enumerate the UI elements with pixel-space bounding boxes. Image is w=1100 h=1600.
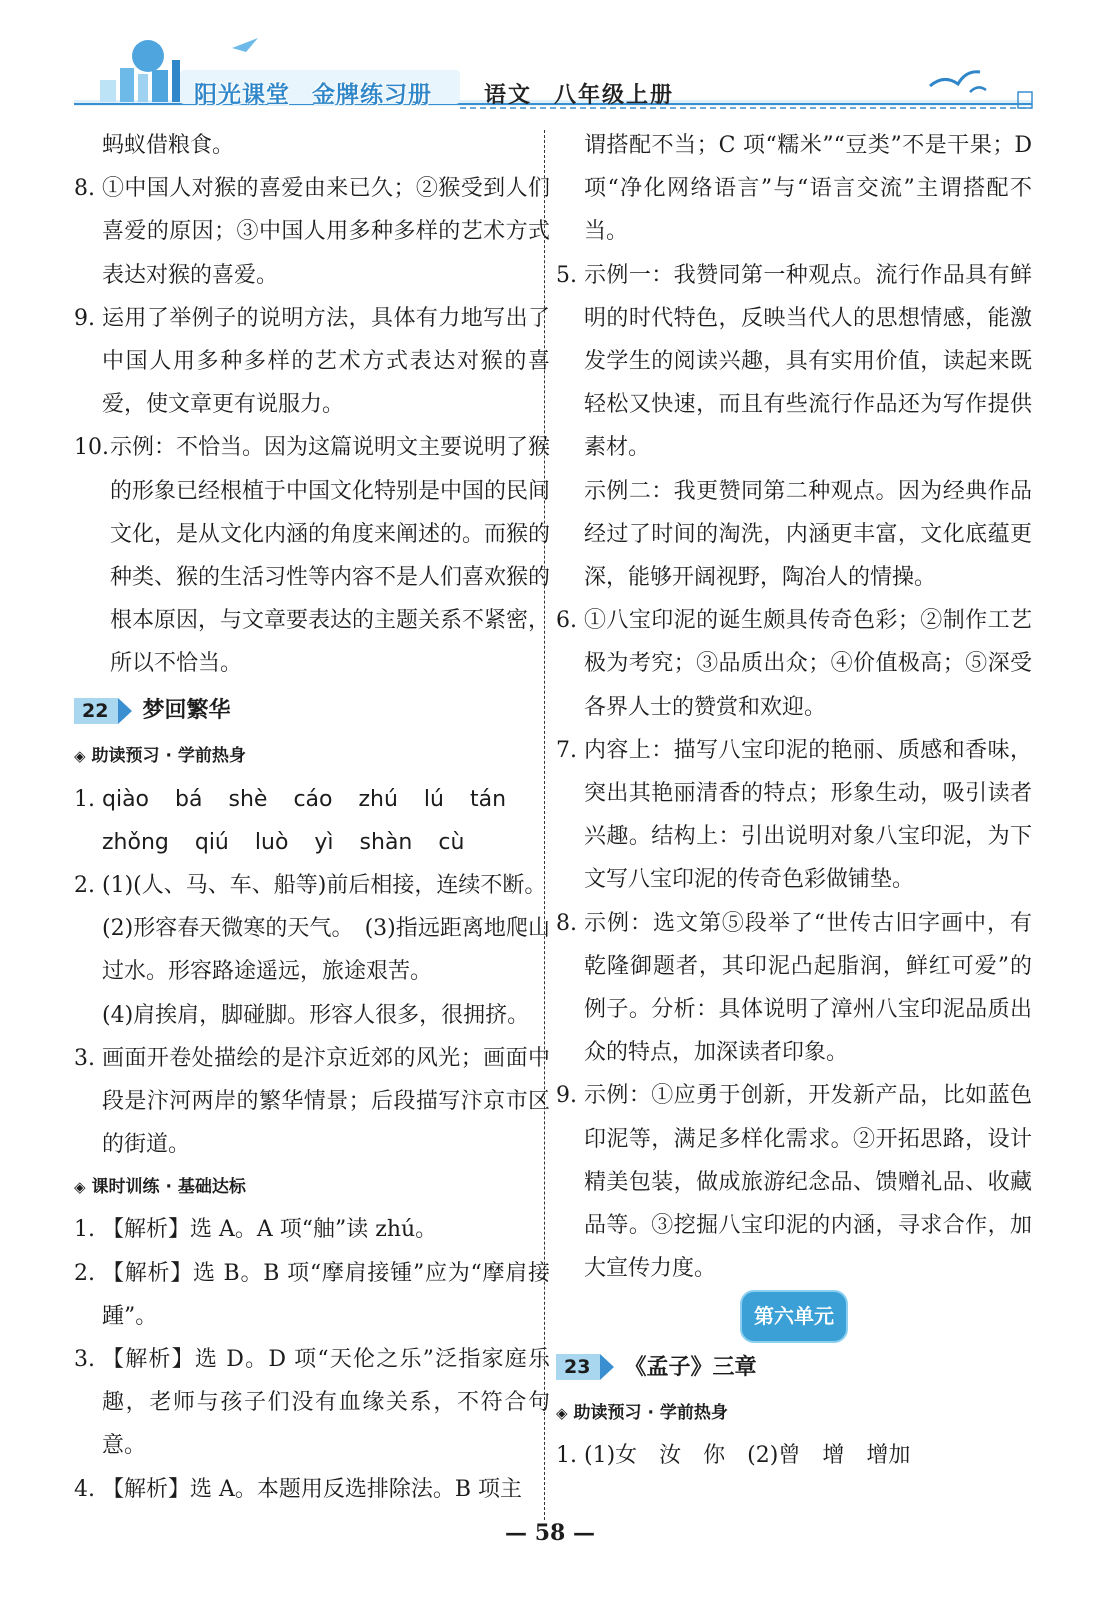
item-number: 1. bbox=[556, 1443, 577, 1469]
definition-1: (1)(人、马、车、船等)前后相接，连续不断。 bbox=[102, 873, 547, 899]
pinyin: lú bbox=[423, 786, 444, 812]
item-text: 内容上：描写八宝印泥的艳丽、质感和香味，突出其艳丽清香的特点；形象生动，吸引读者兴趣。结构上：引出说明对象八宝印泥，为下文写八宝印泥的传奇色彩做铺垫。 bbox=[584, 737, 1032, 893]
item-number: 8. bbox=[556, 910, 577, 936]
continued-text: 谓搭配不当；C 项“糯米”“豆类”不是干果；D 项“净化网络语言”与“语言交流”主谓搭配不当。 bbox=[584, 133, 1032, 245]
lesson-number-badge: 23 bbox=[556, 1354, 600, 1380]
pinyin: zhú bbox=[358, 786, 398, 812]
item-number: 6. bbox=[556, 608, 577, 634]
subsection-title: 助读预习 · 学前热身 bbox=[91, 746, 246, 767]
pinyin: shàn bbox=[359, 829, 413, 855]
exercise-item-1 bbox=[74, 1208, 550, 1251]
item-text: 【解析】选 D。D 项“天伦之乐”泛指家庭乐趣，老师与孩子们没有血缘关系，不符合句意。 bbox=[102, 1347, 550, 1459]
exercise-item-2 bbox=[74, 1252, 550, 1338]
preview-item-3 bbox=[74, 1037, 550, 1167]
subject-title bbox=[484, 78, 696, 109]
item-text: ①八宝印泥的诞生颇具传奇色彩；②制作工艺极为考究；③品质出众；④价值极高；⑤深受各界人士的赞赏和欢迎。 bbox=[584, 608, 1032, 720]
lesson-title: 《孟子》三章 bbox=[624, 1354, 757, 1380]
item-text: 示例：①应勇于创新，开发新产品，比如蓝色印泥等，满足多样化需求。②开拓思路，设计精美包装，做成旅游纪念品、馈赠礼品、收藏品等。③挖掘八宝印泥的内涵，寻求合作，加大宣传力度。 bbox=[584, 1083, 1032, 1282]
diamond-icon: ◈ bbox=[74, 1177, 86, 1196]
item-number: 8. bbox=[74, 176, 95, 202]
pinyin-row-2 bbox=[102, 821, 550, 864]
right-column bbox=[556, 124, 1032, 1478]
brand-title bbox=[194, 76, 454, 109]
answer-item-9 bbox=[556, 1074, 1032, 1290]
lesson-heading-22 bbox=[74, 688, 550, 734]
pinyin-answers bbox=[102, 778, 550, 864]
subject-name: 语文 bbox=[484, 83, 533, 108]
item-text: (1)女 汝 你 (2)曾 增 增加 bbox=[584, 1443, 911, 1469]
lesson-number-badge: 22 bbox=[74, 698, 118, 724]
answer-item-8 bbox=[74, 167, 550, 297]
pinyin: bá bbox=[175, 786, 203, 812]
item-number: 5. bbox=[556, 262, 577, 288]
pinyin-row-1 bbox=[102, 778, 550, 821]
exercise-item-4 bbox=[74, 1468, 550, 1511]
left-column bbox=[74, 124, 550, 1511]
pinyin: cáo bbox=[293, 786, 333, 812]
answer-item-5-example-2: 示例二：我更赞同第二种观点。因为经典作品经过了时间的淘洗，内涵更丰富，文化底蕴更深，能够开阔视野，陶冶人的情操。 bbox=[584, 478, 1032, 591]
pinyin: luò bbox=[254, 829, 289, 855]
item-text: 画面开卷处描绘的是汴京近郊的风光；画面中段是汴河两岸的繁华情景；后段描写汴京市区的街道。 bbox=[102, 1045, 550, 1158]
subsection-heading bbox=[74, 1166, 550, 1208]
pinyin: shè bbox=[228, 786, 268, 812]
item-number: 9. bbox=[556, 1083, 577, 1109]
item-number: 2. bbox=[74, 1260, 95, 1286]
item-text: ①中国人对猴的喜爱由来已久；②猴受到人们喜爱的原因；③中国人用多种多样的艺术方式表达对猴的喜爱。 bbox=[102, 176, 550, 288]
lesson-heading-23 bbox=[556, 1344, 1032, 1390]
answer-item-10 bbox=[74, 426, 550, 685]
preview-item-1 bbox=[74, 778, 550, 864]
answer-item-7 bbox=[556, 729, 1032, 902]
item-text: 运用了举例子的说明方法，具体有力地写出了中国人用多种多样的艺术方式表达对猴的喜爱，使文章更有说服力。 bbox=[102, 305, 550, 418]
item-text: 【解析】选 B。B 项“摩肩接锺”应为“摩肩接踵”。 bbox=[102, 1260, 550, 1329]
answer-item-9 bbox=[74, 297, 550, 427]
item-text: 【解析】选 A。本题用反选排除法。B 项主 bbox=[102, 1476, 523, 1502]
preview-item-1 bbox=[556, 1434, 1032, 1477]
page-number: — 58 — bbox=[505, 1520, 595, 1546]
definition-2: (2)形容春天微寒的天气。 bbox=[102, 916, 343, 942]
item-number: 3. bbox=[74, 1347, 95, 1373]
pinyin: zhǒng bbox=[102, 829, 169, 855]
pinyin: qiào bbox=[102, 786, 150, 812]
brand-left: 阳光课堂 bbox=[194, 82, 290, 108]
unit-badge: 第六单元 bbox=[740, 1290, 848, 1343]
pinyin: cù bbox=[438, 829, 465, 855]
item-number: 1. bbox=[74, 1217, 95, 1243]
lesson-title: 梦回繁华 bbox=[142, 698, 231, 724]
item-number: 9. bbox=[74, 305, 95, 331]
subsection-heading bbox=[74, 736, 550, 778]
definition-4: (4)肩挨肩，脚碰脚。形容人很多，很拥挤。 bbox=[102, 1002, 530, 1028]
subsection-title: 助读预习 · 学前热身 bbox=[573, 1402, 728, 1423]
item-text: 【解析】选 A。A 项“舳”读 zhú。 bbox=[102, 1217, 438, 1243]
item-number: 7. bbox=[556, 737, 577, 763]
item-text: 示例：选文第⑤段举了“世传古旧字画中，有乾隆御题者，其印泥凸起脂润，鲜红可爱”的例子。分析：具体说明了漳州八宝印泥品质出众的特点，加深读者印象。 bbox=[584, 910, 1032, 1066]
item-number: 3. bbox=[74, 1045, 95, 1071]
answer-item-8 bbox=[556, 902, 1032, 1075]
definition-2-3 bbox=[102, 907, 550, 993]
unit-heading bbox=[556, 1290, 1032, 1342]
answer-item-5 bbox=[556, 254, 1032, 470]
diamond-icon: ◈ bbox=[556, 1403, 568, 1422]
item-text: 示例一：我赞同第一种观点。流行作品具有鲜明的时代特色，反映当代人的思想情感，能激发学生的阅读兴趣，具有实用价值，读起来既轻松又快速，而且有些流行作品还为写作提供素材。 bbox=[584, 262, 1032, 461]
definition-3: (3)指远距离地爬山过水。形容路途遥远，旅途艰苦。 bbox=[102, 916, 550, 985]
grade-name: 八年级上册 bbox=[554, 83, 675, 108]
item-number: 2. bbox=[74, 873, 95, 899]
pinyin: yì bbox=[314, 829, 334, 855]
item-number: 4. bbox=[74, 1476, 95, 1502]
pinyin: tán bbox=[469, 786, 507, 812]
page-header bbox=[0, 0, 1100, 128]
item-number: 10. bbox=[74, 435, 109, 461]
pinyin: qiú bbox=[194, 829, 229, 855]
exercise-item-3 bbox=[74, 1338, 550, 1468]
item-text: 示例：不恰当。因为这篇说明文主要说明了猴的形象已经根植于中国文化特别是中国的民间文化，是从文化内涵的角度来阐述的。而猴的种类、猴的生活习性等内容不是人们喜欢猴的根本原因，与文章要表达的主题关系不紧密，所以不恰当。 bbox=[110, 435, 551, 677]
item-number: 1. bbox=[74, 786, 95, 812]
preview-item-2 bbox=[74, 864, 550, 1037]
subsection-heading bbox=[556, 1392, 1032, 1434]
answer-item-6 bbox=[556, 599, 1032, 729]
subsection-title: 课时训练 · 基础达标 bbox=[91, 1176, 246, 1197]
brand-right: 金牌练习册 bbox=[312, 82, 432, 108]
continued-text: 蚂蚁借粮食。 bbox=[102, 133, 235, 158]
item-text bbox=[102, 864, 550, 1037]
diamond-icon: ◈ bbox=[74, 747, 86, 766]
